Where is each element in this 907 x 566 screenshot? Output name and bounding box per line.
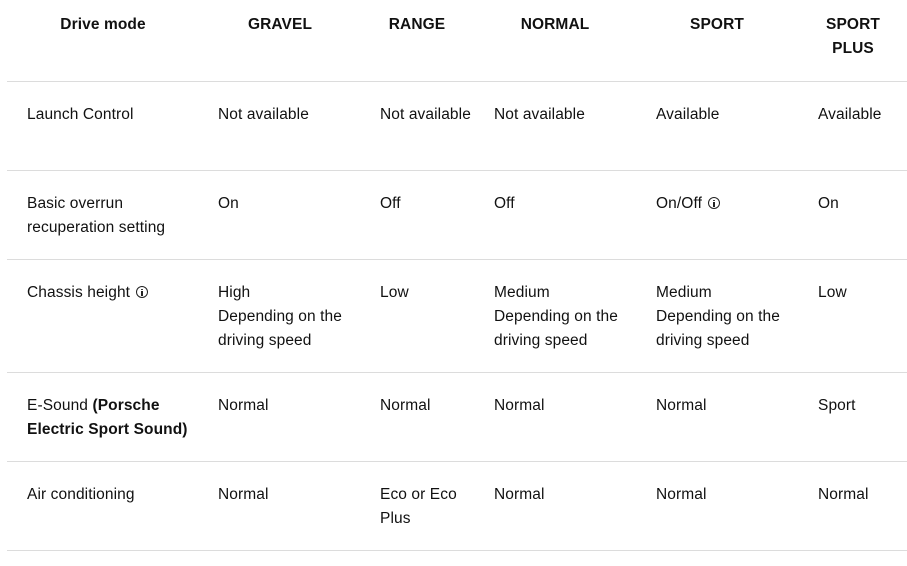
table-row-e-sound (7, 373, 907, 462)
row-label: Launch Control (27, 106, 134, 123)
cell-line: Medium (494, 284, 550, 301)
cell-gravel: Not available (218, 106, 309, 123)
cell-range: Eco or Eco Plus (380, 486, 457, 527)
row-label-cell (27, 281, 197, 305)
cell-sport: Normal (656, 397, 707, 414)
cell-normal: Off (494, 195, 515, 212)
cell-sport-plus: Sport (818, 397, 856, 414)
row-label: Chassis height (27, 284, 131, 301)
cell-sport: Available (656, 106, 720, 123)
cell-sport-plus (818, 281, 903, 305)
info-icon[interactable] (136, 286, 148, 298)
table-row-launch-control (7, 82, 907, 171)
cell-line: Low (380, 284, 409, 301)
cell-sport (656, 192, 806, 216)
cell-line: Depending on the (218, 308, 342, 325)
cell-line: Medium (656, 284, 712, 301)
cell-normal (494, 281, 644, 353)
cell-gravel: Normal (218, 486, 269, 503)
cell-sport-plus: Normal (818, 486, 869, 503)
cell-normal: Normal (494, 486, 545, 503)
cell-line: driving speed (218, 332, 312, 349)
row-label: Air conditioning (27, 486, 135, 503)
header-range: RANGE (388, 16, 446, 33)
cell-line: Depending on the (494, 308, 618, 325)
row-label-cell (27, 394, 197, 442)
cell-sport-text: On/Off (656, 195, 702, 212)
row-label: Basic overrun recuperation setting (27, 195, 166, 236)
header-sport: SPORT (690, 16, 744, 33)
cell-normal: Normal (494, 397, 545, 414)
cell-gravel (218, 281, 368, 353)
cell-line: Low (818, 284, 847, 301)
cell-line: driving speed (494, 332, 588, 349)
table-row-overrun-recuperation (7, 171, 907, 260)
cell-gravel: Normal (218, 397, 269, 414)
header-normal: NORMAL (520, 16, 590, 33)
info-icon[interactable] (708, 197, 720, 209)
header-sport-plus: SPORT PLUS (826, 16, 880, 57)
cell-gravel: On (218, 195, 239, 212)
header-gravel: GRAVEL (247, 16, 313, 33)
cell-line: Depending on the (656, 308, 780, 325)
cell-sport-plus: Available (818, 106, 882, 123)
cell-sport: Normal (656, 486, 707, 503)
table-row-chassis-height (7, 260, 907, 373)
cell-range: Normal (380, 397, 431, 414)
row-label-bold: (Porsche Electric Sport Sound) (27, 397, 188, 438)
cell-line: driving speed (656, 332, 750, 349)
cell-range (380, 281, 480, 305)
cell-sport (656, 281, 806, 353)
cell-range: Not available (380, 106, 471, 123)
cell-normal: Not available (494, 106, 585, 123)
header-drive-mode: Drive mode (60, 16, 146, 33)
row-label: E-Sound (27, 397, 93, 414)
cell-sport-plus: On (818, 195, 839, 212)
table-header-row (7, 0, 907, 82)
cell-line: High (218, 284, 251, 301)
table-row-air-conditioning (7, 462, 907, 551)
cell-range: Off (380, 195, 401, 212)
